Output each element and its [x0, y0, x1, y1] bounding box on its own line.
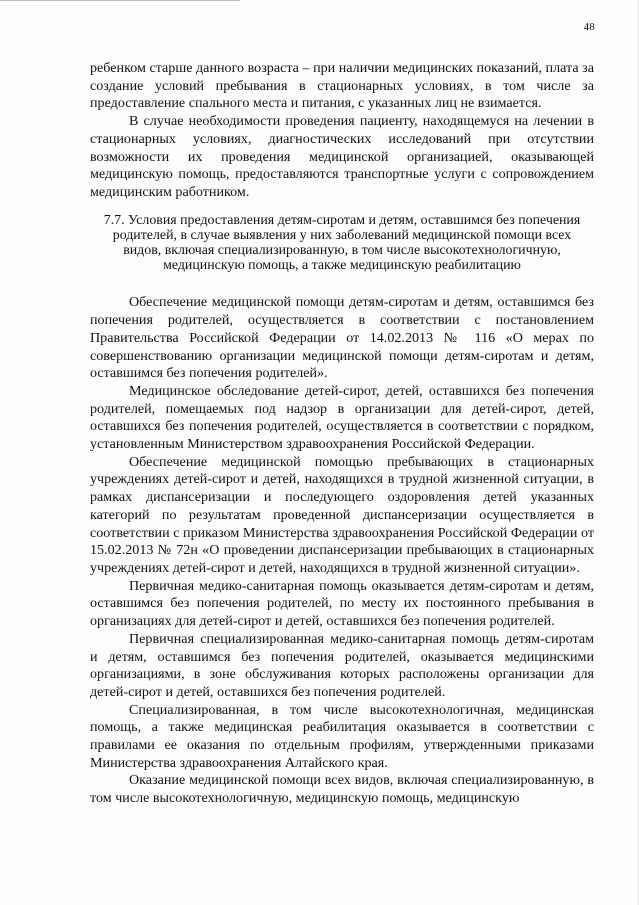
document-body	[90, 60, 594, 808]
paragraph-medical-examination: Медицинское обследование детей-сирот, детей, оставшихся без попечения родителей, помещаемых под надзор в организации для детей-сирот, детей, оставшихся без попечения родителей, осуществляется в соответствии с порядком, установленным Министерством здравоохранения Российской Федерации.	[90, 382, 594, 453]
paragraph-decree-116: Обеспечение медицинской помощи детям-сиротам и детям, оставшимся без попечения родителей, осуществляется в соответствии с постановлением Правительства Российской Федерации от 14.02.2013 № 116 «О мерах по совершенствованию организации медицинской помощи детям-сиротам и детям, оставшимся без попечения родителей».	[90, 294, 594, 382]
paragraph-primary-specialized-care: Первичная специализированная медико-санитарная помощь детям-сиротам и детям, оставшимся без попечения родителей, оказывается медицинскими организациями, в зоне обслуживания которых расположены организации для детей-сирот и детей, оставшихся без попечения родителей.	[90, 630, 594, 700]
paragraph-specialized-care: Специализированная, в том числе высокотехнологичная, медицинская помощь, а также медицинская реабилитация оказывается в соответствии с правилами ее оказания по отдельным профилям, утвержденными приказами Министерства здравоохранения Алтайского края.	[90, 701, 594, 771]
page-number: 48	[583, 21, 595, 33]
scan-edge-line	[0, 0, 240, 1]
paragraph-transport-services: В случае необходимости проведения пациенту, находящемуся на лечении в стационарных условиях, диагностических исследований при отсутствии возможности их проведения медицинской организацией, оказывающей медицинскую помощь, предоставляются транспортные услуги с сопровождением медицинским работником.	[90, 113, 594, 200]
section-heading-7-7: 7.7. Условия предоставления детям-сиротам и детям, оставшимся без попечения родителей, в случае выявления у них заболеваний медицинской помощи всех видов, включая специализированную, в том числе высокотехнологичную, медицинскую помощь, а также медицинскую реабилитацию	[103, 212, 581, 274]
paragraph-dispensarization: Обеспечение медицинской помощью пребывающих в стационарных учреждениях детей-сирот и детей, находящихся в трудной жизненной ситуации, в рамках диспансеризации и последующего оздоровления детей указанных категорий по результатам проведенной диспансеризации осуществляется в соответствии с приказом Министерства здравоохранения Российской Федерации от 15.02.2013 № 72н «О проведении диспансеризации пребывающих в стационарных учреждениях детей-сирот и детей, находящихся в трудной жизненной ситуации».	[90, 453, 594, 576]
paragraph-all-types-care: Оказание медицинской помощи всех видов, включая специализированную, в том числе высокотехнологичную, медицинскую помощь, медицинскую	[90, 772, 594, 807]
paragraph-primary-care: Первичная медико-санитарная помощь оказывается детям-сиротам и детям, оставшимся без попечения родителей, по месту их постоянного пребывания в организациях для детей-сирот и детей, оставшихся без попечения родителей.	[90, 577, 594, 630]
paragraph-continuation: ребенком старше данного возраста – при наличии медицинских показаний, плата за создание условий пребывания в стационарных условиях, в том числе за предоставление спального места и питания, с указанных лиц не взимается.	[90, 60, 594, 112]
